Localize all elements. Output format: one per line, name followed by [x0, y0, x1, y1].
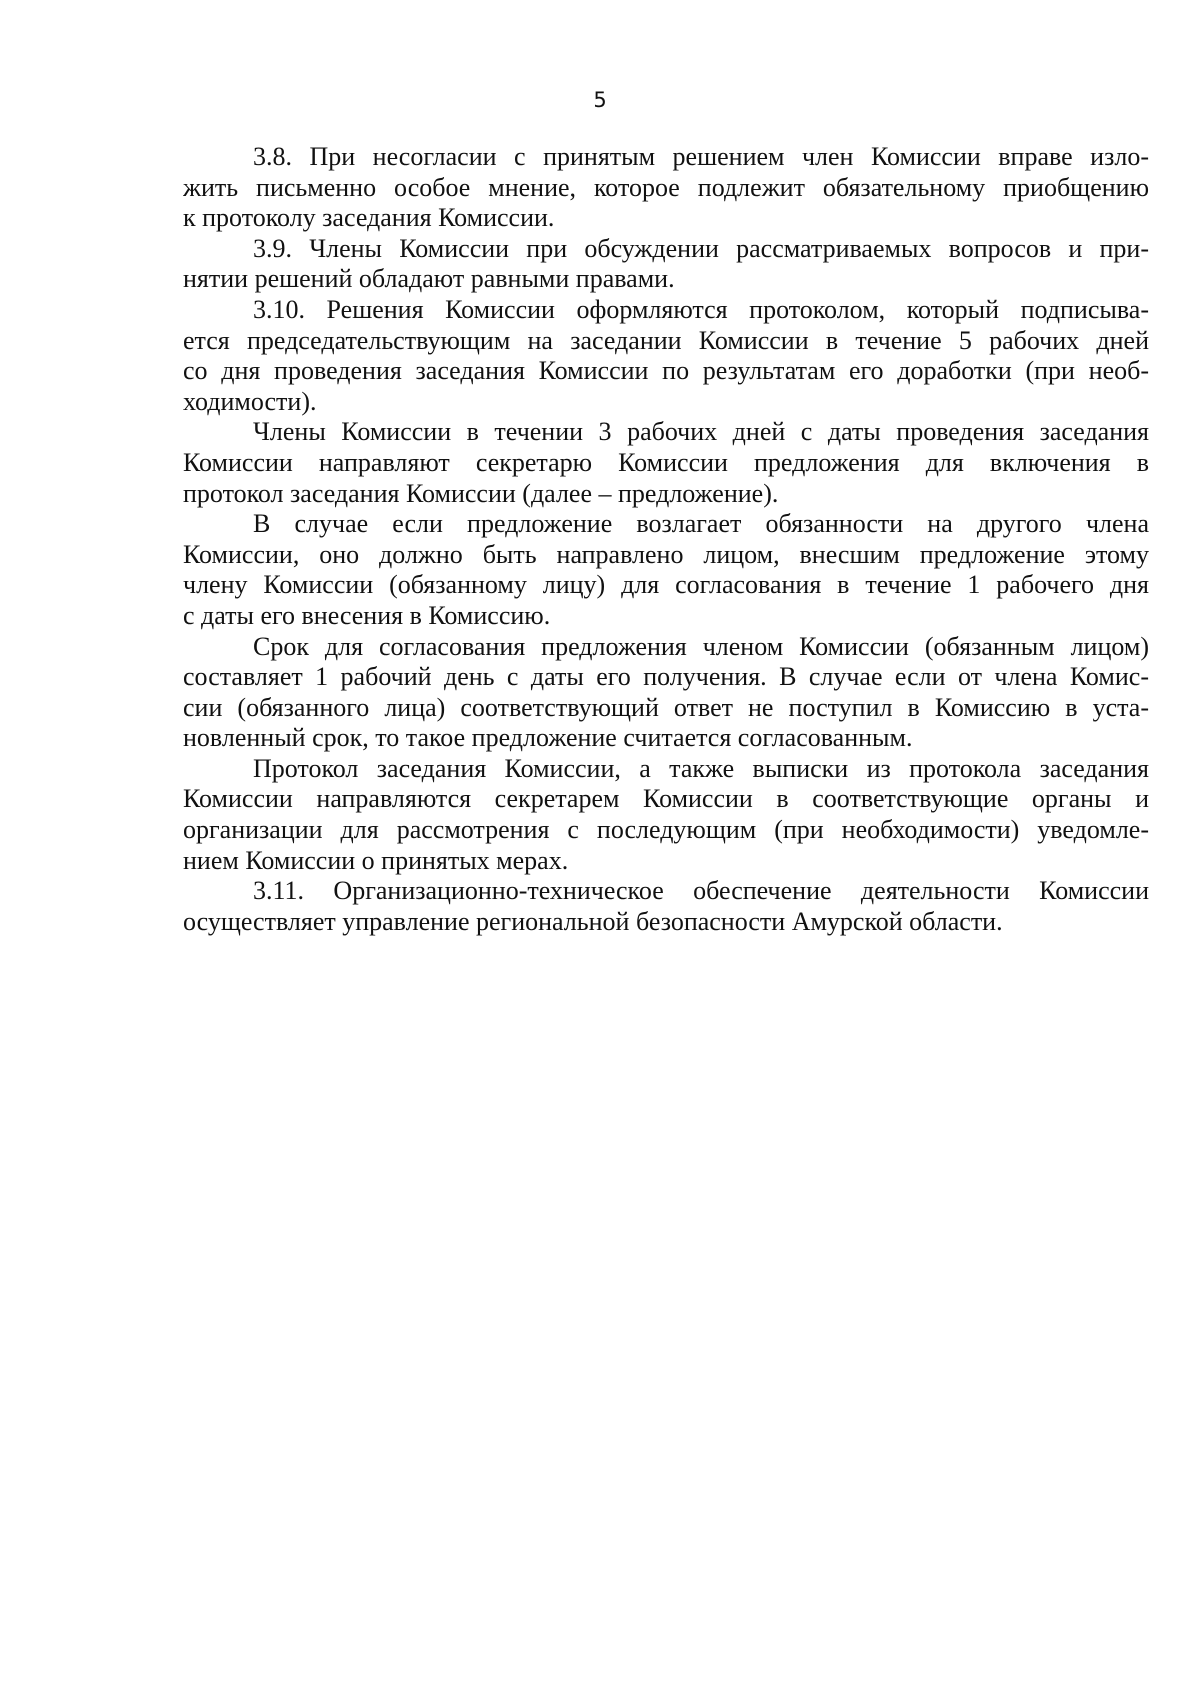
paragraph-line: организации для рассмотрения с последующим (при необходимости) уведомле- [183, 815, 1149, 845]
paragraph-line: нятии решений обладают равными правами. [183, 264, 675, 294]
paragraph-line: осуществляет управление региональной безопасности Амурской области. [183, 906, 1003, 936]
paragraph-line: с даты его внесения в Комиссию. [183, 600, 551, 630]
paragraph-line: жить письменно особое мнение, которое подлежит обязательному приобщению [183, 172, 1149, 202]
paragraph-line: Комиссии, оно должно быть направлено лицом, внесшим предложение этому [183, 539, 1149, 569]
paragraph [183, 417, 1149, 509]
paragraph-line: 3.8. При несогласии с принятым решением член Комиссии вправе изло- [253, 142, 1149, 171]
paragraph [183, 876, 1149, 937]
paragraph [183, 142, 1149, 234]
paragraph-line: 3.11. Организационно-техническое обеспечение деятельности Комиссии [253, 876, 1149, 906]
paragraph-line: ется председательствующим на заседании Комиссии в течение 5 рабочих дней [183, 325, 1149, 355]
paragraph-line: 3.10. Решения Комиссии оформляются протоколом, который подписыва- [253, 294, 1149, 324]
paragraph-line: составляет 1 рабочий день с даты его получения. В случае если от члена Комис- [183, 662, 1149, 692]
paragraph-line: нием Комиссии о принятых мерах. [183, 845, 569, 875]
paragraph-line: Члены Комиссии в течении 3 рабочих дней с даты проведения заседания [253, 417, 1149, 447]
paragraph-line: протокол заседания Комиссии (далее – предложение). [183, 478, 779, 508]
paragraph [183, 234, 1149, 295]
paragraph-line: со дня проведения заседания Комиссии по результатам его доработки (при необ- [183, 356, 1149, 386]
paragraph [183, 509, 1149, 631]
paragraph-line: члену Комиссии (обязанному лицу) для согласования в течение 1 рабочего дня [183, 570, 1149, 600]
paragraph [183, 632, 1149, 754]
paragraph-line: сии (обязанного лица) соответствующий ответ не поступил в Комиссию в уста- [183, 692, 1149, 722]
paragraph-line: 3.9. Члены Комиссии при обсуждении рассматриваемых вопросов и при- [253, 233, 1149, 263]
paragraph-line: Комиссии направляют секретарю Комиссии предложения для включения в [183, 447, 1149, 477]
paragraph-line: Срок для согласования предложения членом Комиссии (обязанным лицом) [253, 631, 1149, 661]
paragraph [183, 754, 1149, 876]
document-body [183, 142, 1149, 937]
paragraph-line: В случае если предложение возлагает обязанности на другого члена [253, 509, 1149, 539]
paragraph-line: к протоколу заседания Комиссии. [183, 203, 555, 233]
paragraph-line: ходимости). [183, 386, 317, 416]
paragraph [183, 295, 1149, 417]
paragraph-line: Протокол заседания Комиссии, а также выписки из протокола заседания [253, 753, 1149, 783]
paragraph-line: Комиссии направляются секретарем Комиссии в соответствующие органы и [183, 784, 1149, 814]
paragraph-line: новленный срок, то такое предложение считается согласованным. [183, 723, 913, 753]
page-number: 5 [593, 88, 607, 112]
